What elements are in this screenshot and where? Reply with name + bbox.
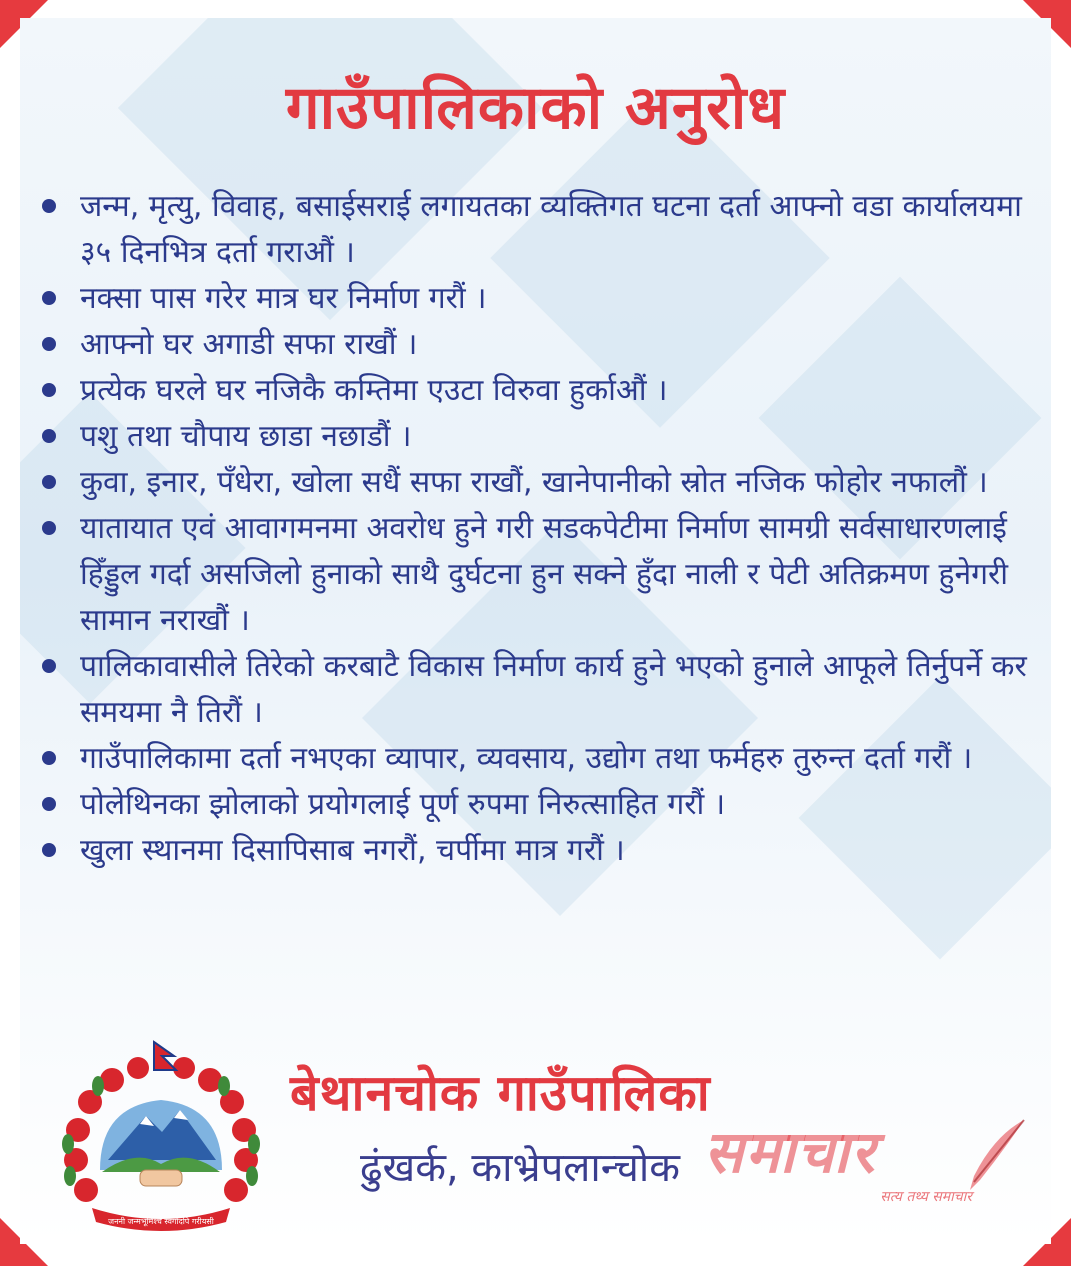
list-item (40, 828, 1030, 874)
list-item-text: आफ्नो घर अगाडी सफा राखौं । (80, 327, 418, 362)
bullet-icon (42, 797, 56, 811)
list-item-text: पोलेथिनका झोलाको प्रयोगलाई पूर्ण रुपमा निरुत्साहित गरौं । (80, 787, 726, 822)
watermark-tagline: सत्य तथ्य समाचार (880, 1189, 972, 1205)
publisher-watermark (704, 1112, 1034, 1212)
list-item-text: गाउँपालिकामा दर्ता नभएका व्यापार, व्यवसाय, उद्योग तथा फर्महरु तुरुन्त दर्ता गरौं । (80, 741, 973, 776)
bullet-icon (42, 383, 56, 397)
list-item-text: कुवा, इनार, पँधेरा, खोला सधैं सफा राखौं, खानेपानीको स्रोत नजिक फोहोर नफालौं । (80, 465, 988, 500)
emblem-graphic (56, 1040, 266, 1240)
list-item-text: पशु तथा चौपाय छाडा नछाडौं । (80, 419, 412, 454)
list-item (40, 644, 1030, 736)
bullet-icon (42, 843, 56, 857)
list-item (40, 506, 1030, 644)
feather-pen-icon (944, 1116, 1034, 1196)
list-item-text: जन्म, मृत्यु, विवाह, बसाईसराई लगायतका व्यक्तिगत घटना दर्ता आफ्नो वडा कार्यालयमा ३५ दिनभित्र दर्ता गराऔं । (80, 189, 1022, 270)
list-item-text: प्रत्येक घरले घर नजिकै कम्तिमा एउटा विरुवा हुर्काऔं । (80, 373, 668, 408)
organization-name: बेथानचोक गाउँपालिका (290, 1064, 711, 1122)
organization-address: ढुंखर्क, काभ्रेपलान्चोक (360, 1145, 680, 1191)
list-item-text: नक्सा पास गरेर मात्र घर निर्माण गरौं । (80, 281, 487, 316)
bullet-icon (42, 429, 56, 443)
bullet-icon (42, 751, 56, 765)
list-item (40, 184, 1030, 276)
page-title: गाउँपालिकाको अनुरोध (285, 73, 786, 143)
list-item (40, 782, 1030, 828)
list-item (40, 322, 1030, 368)
list-item (40, 276, 1030, 322)
list-item (40, 414, 1030, 460)
watermark-logo-text: समाचार (704, 1118, 877, 1186)
list-item-text: यातायात एवं आवागमनमा अवरोध हुने गरी सडकपेटीमा निर्माण सामग्री सर्वसाधारणलाई हिँड्डुल गर्दा असजिलो हुनाको साथै दुर्घटना हुन सक्ने हुँदा नाली र पेटी अतिक्रमण हुनेगरी सामान नराखौं । (80, 511, 1009, 638)
list-item-text: खुला स्थानमा दिसापिसाब नगरौं, चर्पीमा मात्र गरौं । (80, 833, 625, 868)
list-item-text: पालिकावासीले तिरेको करबाटै विकास निर्माण कार्य हुने भएको हुनाले आफूले तिर्नुपर्ने कर समयमा नै तिरौं । (80, 649, 1027, 730)
bullet-icon (42, 659, 56, 673)
bullet-icon (42, 291, 56, 305)
emblem-motto: जननी जन्मभूमिश्च स्वर्गादपि गरीयसी (108, 1217, 214, 1226)
bullet-icon (42, 337, 56, 351)
list-item (40, 736, 1030, 782)
bullet-icon (42, 199, 56, 213)
list-item (40, 368, 1030, 414)
nepal-emblem-icon (56, 1040, 266, 1240)
bullet-icon (42, 475, 56, 489)
list-item (40, 460, 1030, 506)
request-list (40, 184, 1030, 874)
bullet-icon (42, 521, 56, 535)
